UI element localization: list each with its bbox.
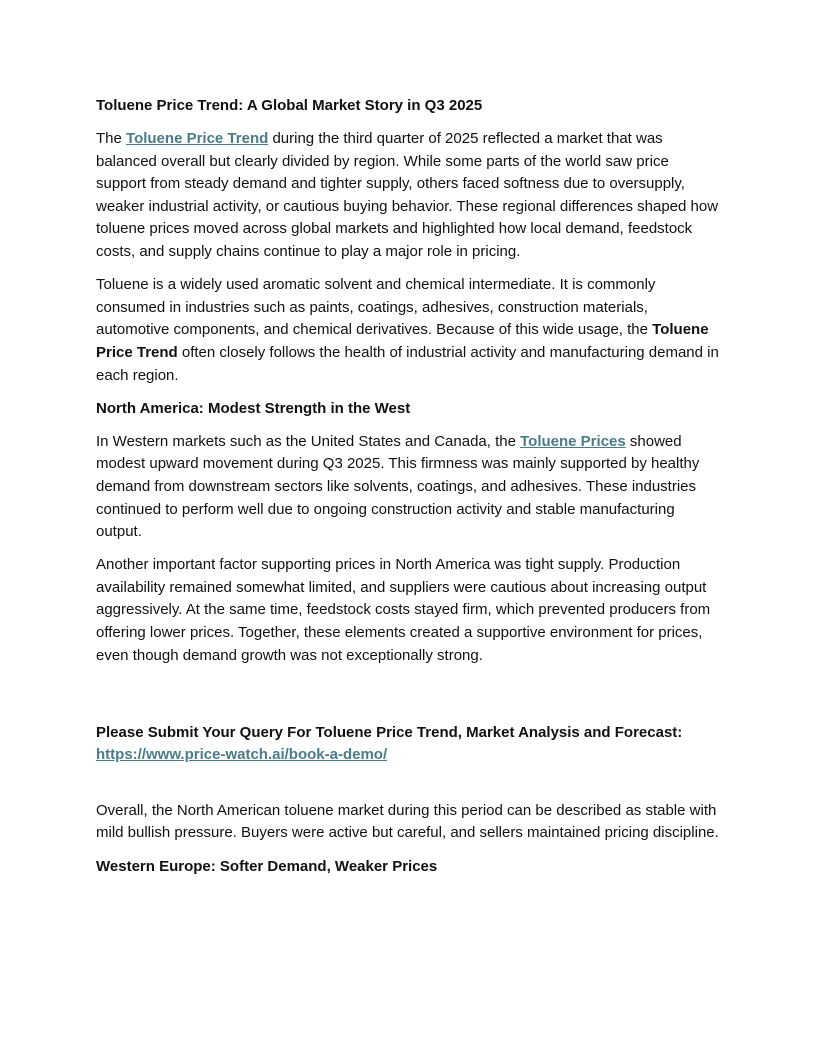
heading-western-europe: Western Europe: Softer Demand, Weaker Prices	[96, 857, 438, 875]
paragraph-usage	[96, 274, 720, 387]
book-demo-link[interactable]: https://www.price-watch.ai/book-a-demo/	[96, 746, 388, 764]
paragraph-western-markets	[96, 431, 720, 544]
toluene-price-trend-bold: Toluene Price Trend	[96, 321, 709, 361]
spacer	[96, 678, 720, 722]
paragraph-usage-post: often closely follows the health of industrial activity and manufacturing demand in each region.	[96, 343, 719, 384]
paragraph-western-pre: In Western markets such as the United States and Canada, the	[96, 432, 521, 450]
paragraph-intro-pre: The	[96, 130, 127, 148]
spacer	[96, 767, 720, 800]
paragraph-western-post: showed modest upward movement during Q3 2025. This firmness was mainly supported by healthy demand from downstream sectors like solvents, coatings, and adhesives. These industries continued to perform well due to ongoing construction activity and stable manufacturing output.	[96, 432, 700, 541]
paragraph-intro-post: during the third quarter of 2025 reflected a market that was balanced overall but clearly divided by region. While some parts of the world saw price support from steady demand and tighter supply, others faced softness due to oversupply, weaker industrial activity, or cautious buying behavior. These regional differences shaped how toluene prices moved across global markets and highlighted how local demand, feedstock costs, and supply chains continue to play a major role in pricing.	[96, 130, 719, 261]
heading-north-america: North America: Modest Strength in the West	[96, 399, 411, 417]
query-paragraph	[96, 722, 720, 767]
query-text: Please Submit Your Query For Toluene Price Trend, Market Analysis and Forecast:	[96, 723, 683, 741]
toluene-prices-link[interactable]: Toluene Prices	[520, 432, 626, 450]
paragraph-overall: Overall, the North American toluene market during this period can be described as stable with mild bullish pressure. Buyers were active but careful, and sellers maintained pricing discipline.	[96, 801, 719, 842]
document-body	[96, 95, 720, 889]
paragraph-usage-pre: Toluene is a widely used aromatic solvent and chemical intermediate. It is commonly consumed in industries such as paints, coatings, adhesives, construction materials, automotive components, and chemical derivatives. Because of this wide usage, the	[96, 276, 656, 339]
paragraph-intro	[96, 128, 720, 264]
toluene-price-trend-link[interactable]: Toluene Price Trend	[126, 130, 269, 148]
paragraph-supply: Another important factor supporting prices in North America was tight supply. Production availability remained somewhat limited, and suppliers were cautious about increasing output aggressively. At the same time, feedstock costs stayed firm, which prevented producers from offering lower prices. Together, these elements created a supportive environment for prices, even though demand growth was not exceptionally strong.	[96, 556, 711, 664]
heading-global-market-story: Toluene Price Trend: A Global Market Story in Q3 2025	[96, 97, 483, 114]
